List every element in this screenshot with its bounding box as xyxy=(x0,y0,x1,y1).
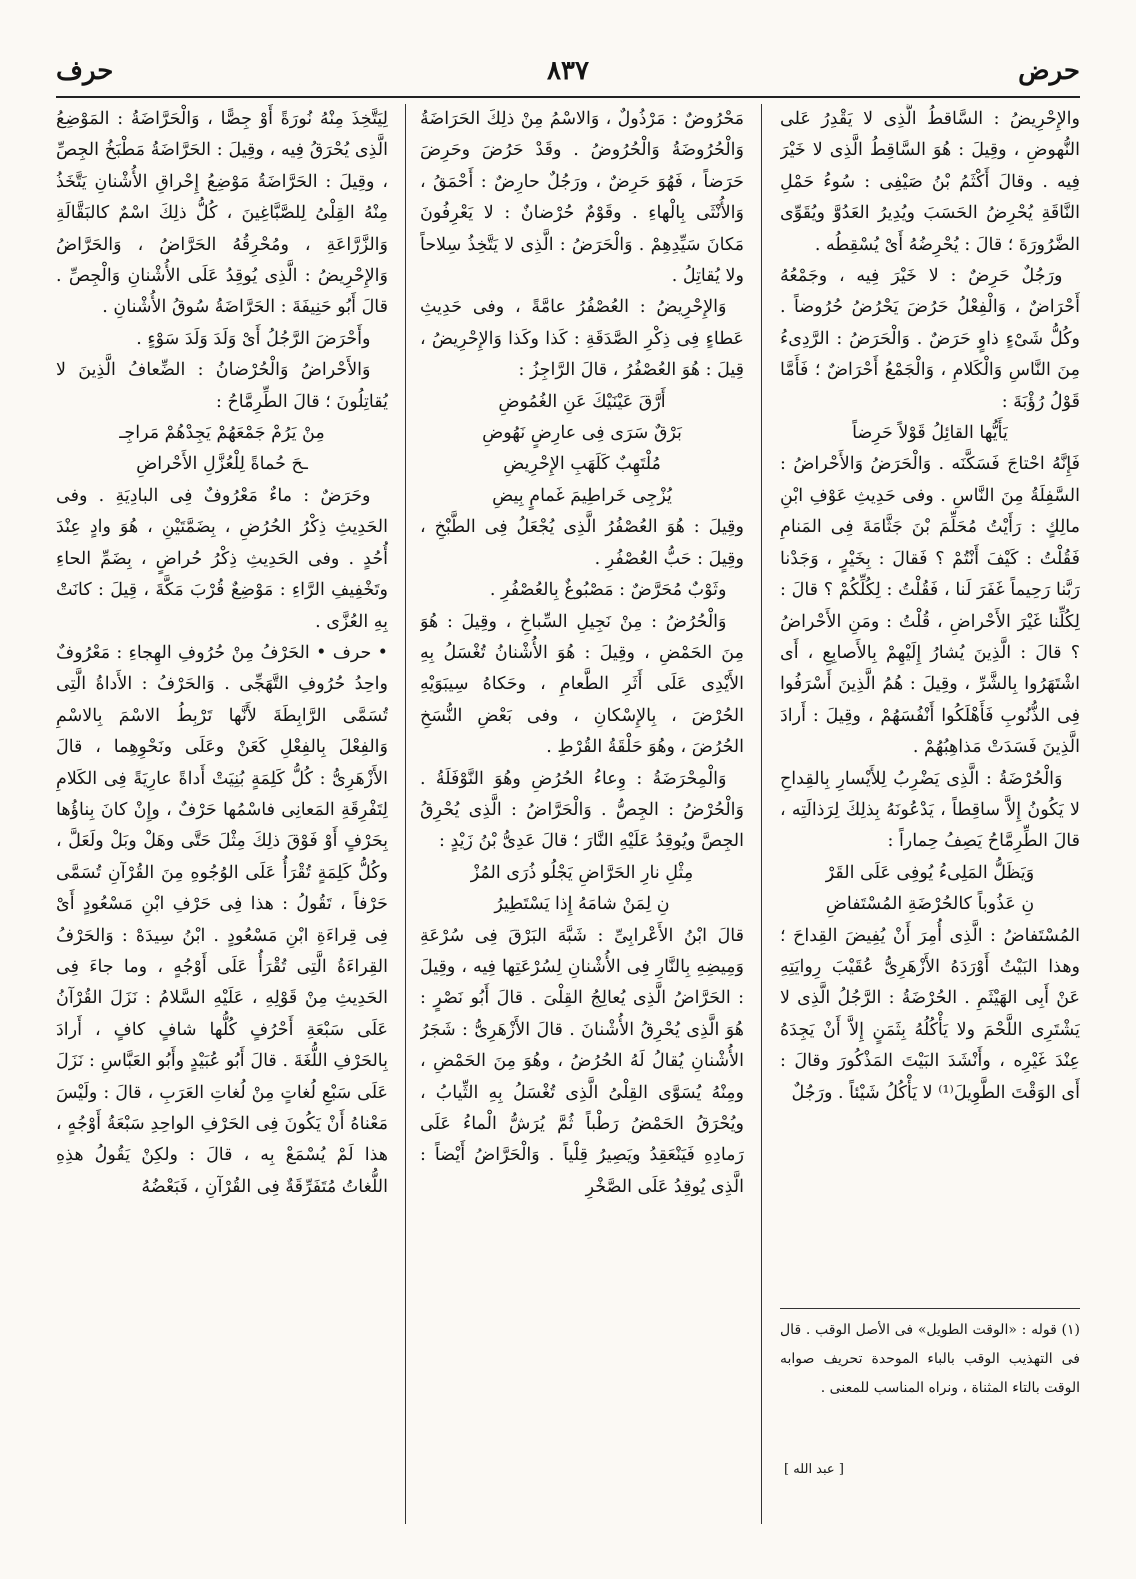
paragraph: قالَ ابْنُ الأَعْرابِىِّ : شَبَّهَ البَرْقَ فِى سُرْعَةِ وَمِيضِهِ بِالنَّارِ فِى الأُشْنانِ لِسُرْعَتِها فِيه ، وقِيلَ : الحَرَّاضُ الَّذِى يُعالِجُ القِلْىَ . قالَ أَبُو نَصْرٍ : هُوَ الَّذِى يُحْرِقُ الأُشْنانَ . قالَ الأَزْهَرِىُّ : شَجَرُ الأُشْنانِ يُقالُ لَهُ الحُرُضُ ، وهُوَ مِنَ الحَمْضِ ، ومِنْهُ يُسَوَّى القِلْىُ الَّذِى تُغْسَلُ بِهِ الثِّيابُ ، ويُحْرَقُ الحَمْضُ رَطْباً ثُمَّ يُرَشُّ الْماءُ عَلَى رَمادِهِ فَيَنْعَقِدُ ويَصِيرُ قِلْياً . وَالْحَرَّاضُ أَيْضاً : الَّذِى يُوقِدُ عَلَى الصَّخْرِ xyxy=(420,925,744,1197)
verse-line: مُلْتَهِبٌ كَلَهَبِ الإِحْرِيضِ xyxy=(503,454,661,475)
paragraph: وَالأَحْراضُ وَالْحُرْضانُ : الضِّعافُ الَّذِينَ لا يُقاتِلُونَ ؛ قالَ الطِّرِمَّاحُ : xyxy=(56,360,388,412)
paragraph: وَالْحُرُضُ : مِنْ نَجِيلِ السِّباخِ ، وقِيلَ : هُوَ مِنَ الحَمْضِ ، وقِيلَ : هُوَ الأُشْنانُ تُغْسَلُ بِهِ الأَيْدِى عَلَى أَثَرِ الطَّعامِ ، وحَكاهُ سِيبَوَيْهِ الحُرْضَ ، بِالإِسْكانِ ، وفى بَعْضِ النُّسَخِ الحُرُضَ ، وهُوَ حَلْقَةُ القُرْطِ . xyxy=(420,611,744,758)
paragraph: وَالْحُرْضَةُ : الَّذِى يَضْرِبُ لِلأَيْسارِ بِالقِداحِ لا يَكُونُ إِلاَّ ساقِطاً ، يَدْعُونَهُ بِذلِكَ لِرَذالَتِه ، قالَ الطِّرِمَّاحُ يَصِفُ حِماراً : xyxy=(780,768,1080,852)
text-column-left xyxy=(56,104,388,1524)
header-left-keyword: حرف xyxy=(56,56,114,86)
column-divider xyxy=(405,104,406,1524)
header-right-keyword: حرض xyxy=(1018,56,1080,86)
verse-line: مِنْ يَرُمْ جَمْعَهُمْ يَجِدْهُمْ مَراجِـ xyxy=(119,423,325,444)
verse-line: نِ عَذُوباً كالحُرْضَةِ المُسْتَفاضِ xyxy=(825,894,1035,915)
verse-line: مِثْلِ نارِ الحَرَّاضِ يَجْلُو ذُرَى المُزْ xyxy=(470,862,694,883)
footnote: (١) قوله : «الوقت الطويل» فى الأصل الوقب . قال فى التهذيب الوقب بالباء الموحدة تحريف صوابه الوقت بالتاء المثناة ، ونراه المناسب للمعنى . xyxy=(780,1322,1080,1396)
paragraph: لِيَتَّخِذَ مِنْهُ نُورَةً أَوْ جِصًّا ، وَالْحَرَّاضَةُ : المَوْضِعُ الَّذِى يُحْرَقُ فِيه ، وقِيلَ : الحَرَّاضَةُ مَطْبَخُ الجِصِّ ، وقِيلَ : الحَرَّاضَةُ مَوْضِعُ إِحْراقِ الأُشْنانِ يَتَّخَذُ مِنْهُ القِلْىُ لِلصَّبَّاغِينَ ، كُلُّ ذلِكَ اسْمٌ كالبَقَّالَةِ وَالزَّرَّاعَةِ ، ومُحْرِقُهُ الحَرَّاضُ ، وَالحَرَّاضُ وَالإِحْرِيضُ : الَّذِى يُوقِدُ عَلَى الأُشْنانِ وَالْجِصِّ . قالَ أَبُو حَنِيفَةَ : الحَرَّاضَةُ سُوقُ الأُشْنانِ . xyxy=(56,109,388,318)
verse-line: يَأَيُّها القائِلُ قَوْلاً حَرِضاً xyxy=(852,423,1008,444)
paragraph: وقِيلَ : هُوَ العُصْفُرُ الَّذِى يُجْعَلُ فِى الطَّبْخِ ، وقِيلَ : حَبُّ العُصْفُرِ . xyxy=(420,517,744,569)
verse-line: يُزْجِى خَراطِيمَ غَمامٍ بِيضِ xyxy=(492,485,672,506)
column-divider xyxy=(761,104,762,1524)
text-column-right xyxy=(780,104,1080,1524)
paragraph: والإِحْرِيضُ : السَّاقطُ الَّذِى لا يَقْدِرُ عَلى النُّهوضِ ، وقِيلَ : هُوَ السَّاقِطُ الَّذِى لا خَيْرَ فِيه . وقالَ أَكْثَمُ بْنُ صَيْفِى : سُوءُ حَمْلِ النَّاقَةِ يُحْرِضُ الحَسَبَ ويُدِيرُ العَدُوَّ ويُقَوِّى الضَّرُورَةَ ؛ قالَ : يُحْرِضُهُ أَىْ يُسْقِطُه . xyxy=(780,109,1080,255)
paragraph: المُسْتَفاضُ : الَّذِى أُمِرَ أَنْ يُفِيضَ القِداحَ ؛ وهذا البَيْتُ أَوْرَدَهُ الأَزْهَرِىُّ عُقَيْبَ رِوايَتِهِ عَنْ أَبِى الهَيْثَمِ . الحُرْضَةُ : الرَّجُلُ الَّذِى لا يَشْتَرِى اللَّحْمَ ولا يَأْكُلُهُ بِثَمَنٍ إِلاَّ أَنْ يَجِدَهُ عِنْدَ غَيْرِه ، وأَنْشَدَ البَيْتَ المَذْكُورَ وقالَ : أَى الوَقْتَ الطَّوِيلَ⁽¹⁾ لا يَأْكُلُ شَيْئاً . ورَجُلٌ xyxy=(780,925,1080,1103)
verse-line: أَرَّقَ عَيْنَيْكَ عَنِ الغُمُوضِ xyxy=(498,391,666,412)
paragraph: وَالإِحْرِيضُ : العُصْفُرُ عامَّةً ، وفى حَدِيثِ عَطاءٍ فِى ذِكْرِ الصَّدَقَةِ : كَذا وكَذا وَالإِحْرِيضُ ، قِيلَ : هُوَ العُصْفُرُ ، قالَ الرَّاجِزُ : xyxy=(420,297,744,381)
text-column-middle xyxy=(420,104,744,1524)
editor-signature: [ عبد الله ] xyxy=(784,1462,844,1477)
running-header xyxy=(56,52,1080,98)
verse-line: ـحَ حُماةً لِلْعُزَّلِ الأَحْراضِ xyxy=(136,454,308,475)
page-number: ٨٣٧ xyxy=(547,56,589,86)
paragraph: وأَحْرَضَ الرَّجُلُ أَىْ وَلَدَ وَلَدَ سَوْءٍ . xyxy=(136,328,371,349)
verse-line: نِ لِمَنْ شامَهُ إِذا يَسْتَطِيرُ xyxy=(494,894,670,915)
footnote-rule xyxy=(780,1308,1080,1309)
verse-line: وَيَظَلُّ المَلِىءُ يُوفِى عَلَى القَرْ xyxy=(825,862,1035,883)
paragraph: وَالْمِحْرَضَةُ : وِعاءُ الحُرُضِ وهُوَ النَّوْفَلَةُ . وَالْحُرْضُ : الجِصُّ . وَالْحَرَّاضُ : الَّذِى يُحْرِقُ الجِصَّ ويُوقِدُ عَلَيْهِ النَّارَ ؛ قالَ عَدِىُّ بْنُ زَيْدٍ : xyxy=(420,768,744,852)
paragraph: وحَرَضٌ : ماءٌ مَعْرُوفٌ فِى البادِيَةِ . وفى الحَدِيثِ ذِكْرُ الحُرُضِ ، بِضَمَّتَيْنِ ، هُوَ وادٍ عِنْدَ أُحُدٍ . وفى الحَدِيثِ ذِكْرُ حُراضٍ ، بِضَمِّ الحاءِ وتَخْفِيفِ الرَّاءِ : مَوْضِعٌ قُرْبَ مَكَّةَ ، قِيلَ : كانَتْ بِهِ العُزَّى . xyxy=(56,485,388,632)
entry-heading-paragraph: • حرف • الحَرْفُ مِنْ حُرُوفِ الهِجاءِ : مَعْرُوفٌ واحِدُ حُرُوفِ التَّهَجِّى . وَالحَرْفُ : الأَداةُ الَّتِى تُسَمَّى الرَّابِطَةَ لأَنَّها تَرْبِطُ الاسْمَ بِالاسْمِ وَالفِعْلَ بِالفِعْلِ كَعَنْ وعَلَى ونَحْوِهِما ، قالَ الأَزْهَرِىُّ : كُلُّ كَلِمَةٍ بُنِيَتْ أَداةً عارِيَةً فِى الكَلامِ لِتَفْرِقَةِ المَعانِى فاسْمُها حَرْفٌ ، وإِنْ كانَ بِناؤُها بِحَرْفٍ أَوْ فَوْقَ ذلِكَ مِثْلَ حَتَّى وهَلْ وبَلْ ولَعَلَّ ، وكُلُّ كَلِمَةٍ تُقْرَأُ عَلَى الوُجُوهِ مِنَ القُرْآنِ تُسَمَّى حَرْفاً ، تَقُولُ : هذا فِى حَرْفِ ابْنِ مَسْعُودٍ أَىْ فِى قِراءَةِ ابْنِ مَسْعُودٍ . ابْنُ سِيدَهْ : وَالحَرْفُ القِراءَةُ الَّتِى تُقْرَأُ عَلَى أَوْجُهٍ ، وما جاءَ فِى الحَدِيثِ مِنْ قَوْلِهِ ، عَلَيْهِ السَّلامُ : نَزَلَ القُرْآنُ عَلَى سَبْعَةِ أَحْرُفٍ كُلُّها شافٍ كافٍ ، أَرادَ بِالحَرْفِ اللُّغَةَ . قالَ أَبُو عُبَيْدٍ وأَبُو العَبَّاسِ : نَزَلَ عَلَى سَبْعِ لُغاتٍ مِنْ لُغاتِ العَرَبِ ، قالَ : ولَيْسَ مَعْناهُ أَنْ يَكُونَ فِى الحَرْفِ الواحِدِ سَبْعَةُ أَوْجُهٍ ، هذا لَمْ يُسْمَعْ بِه ، قالَ : ولكِنْ يَقُولُ هذِهِ اللُّغاتُ مُتَفَرِّقَةٌ فِى القُرْآنِ ، فَبَعْضُهُ xyxy=(56,642,388,1197)
paragraph: ورَجُلٌ حَرِضٌ : لا خَيْرَ فِيه ، وجَمْعُهُ أَحْرَاضٌ ، وَالْفِعْلُ حَرُضَ يَحْرُضُ حُرُوضاً . وكُلُّ شَىْءٍ ذاوٍ حَرَضٌ . وَالْحَرَضُ : الرَّدِىءُ مِنَ النَّاسِ وَالْكَلامِ ، وَالْجَمْعُ أَحْرَاضٌ ؛ فَأَمَّا قَوْلُ رُؤْبَةَ : xyxy=(780,266,1080,412)
paragraph: فَإِنَّهُ احْتاجَ فَسَكَّنَه . وَالْحَرَضُ وَالأَحْراضُ : السَّفِلَةُ مِنَ النَّاسِ . وفى حَدِيثِ عَوْفِ ابْنِ مالِكٍ : رَأَيْتُ مُحَلِّمَ بْنَ جَثَّامَةَ فِى المَنامِ فَقُلْتُ : كَيْفَ أَنْتُمْ ؟ فَقالَ : بِخَيْرٍ ، وَجَدْنا رَبَّنا رَحِيماً غَفَرَ لَنا ، فَقُلْتُ : لِكُلِّكُمْ ؟ قالَ : لِكُلِّنا غَيْرَ الأَحْراضِ ، قُلْتُ : ومَنِ الأَحْراضُ ؟ قالَ : الَّذِينَ يُشارُ إِلَيْهِمْ بِالأَصابِعِ ، أَى اشْتَهَرُوا بِالشَّرِّ ، وقِيلَ : هُمُ الَّذِينَ أَسْرَفُوا فِى الذُّنُوبِ فَأَهْلَكُوا أَنْفُسَهُمْ ، وقِيلَ : أَرادَ الَّذِينَ فَسَدَتْ مَذاهِبُهُمْ . xyxy=(780,454,1080,758)
paragraph: مَحْرُوضٌ : مَرْذُولٌ ، وَالاسْمُ مِنْ ذلِكَ الحَرَاضَةُ وَالْحُرُوضَةُ وَالْحُرُوضُ . وقَدْ حَرُضَ وحَرِضَ حَرَضاً ، فَهُوَ حَرِضٌ ، ورَجُلٌ حارِضٌ : أَحْمَقُ ، وَالأُنْثَى بِالْهاءِ . وقَوْمٌ حُرْضانٌ : لا يَعْرِفُونَ مَكانَ سَيِّدِهِمْ . وَالْحَرَضُ : الَّذِى لا يَتَّخِذُ سِلاحاً ولا يُقاتِلُ . xyxy=(420,109,744,287)
verse-line: بَرْقٌ سَرَى فِى عارِضٍ نَهُوضِ xyxy=(482,423,682,444)
paragraph: وثَوْبٌ مُحَرَّضٌ : مَصْبُوغٌ بِالعُصْفُرِ . xyxy=(489,580,727,601)
